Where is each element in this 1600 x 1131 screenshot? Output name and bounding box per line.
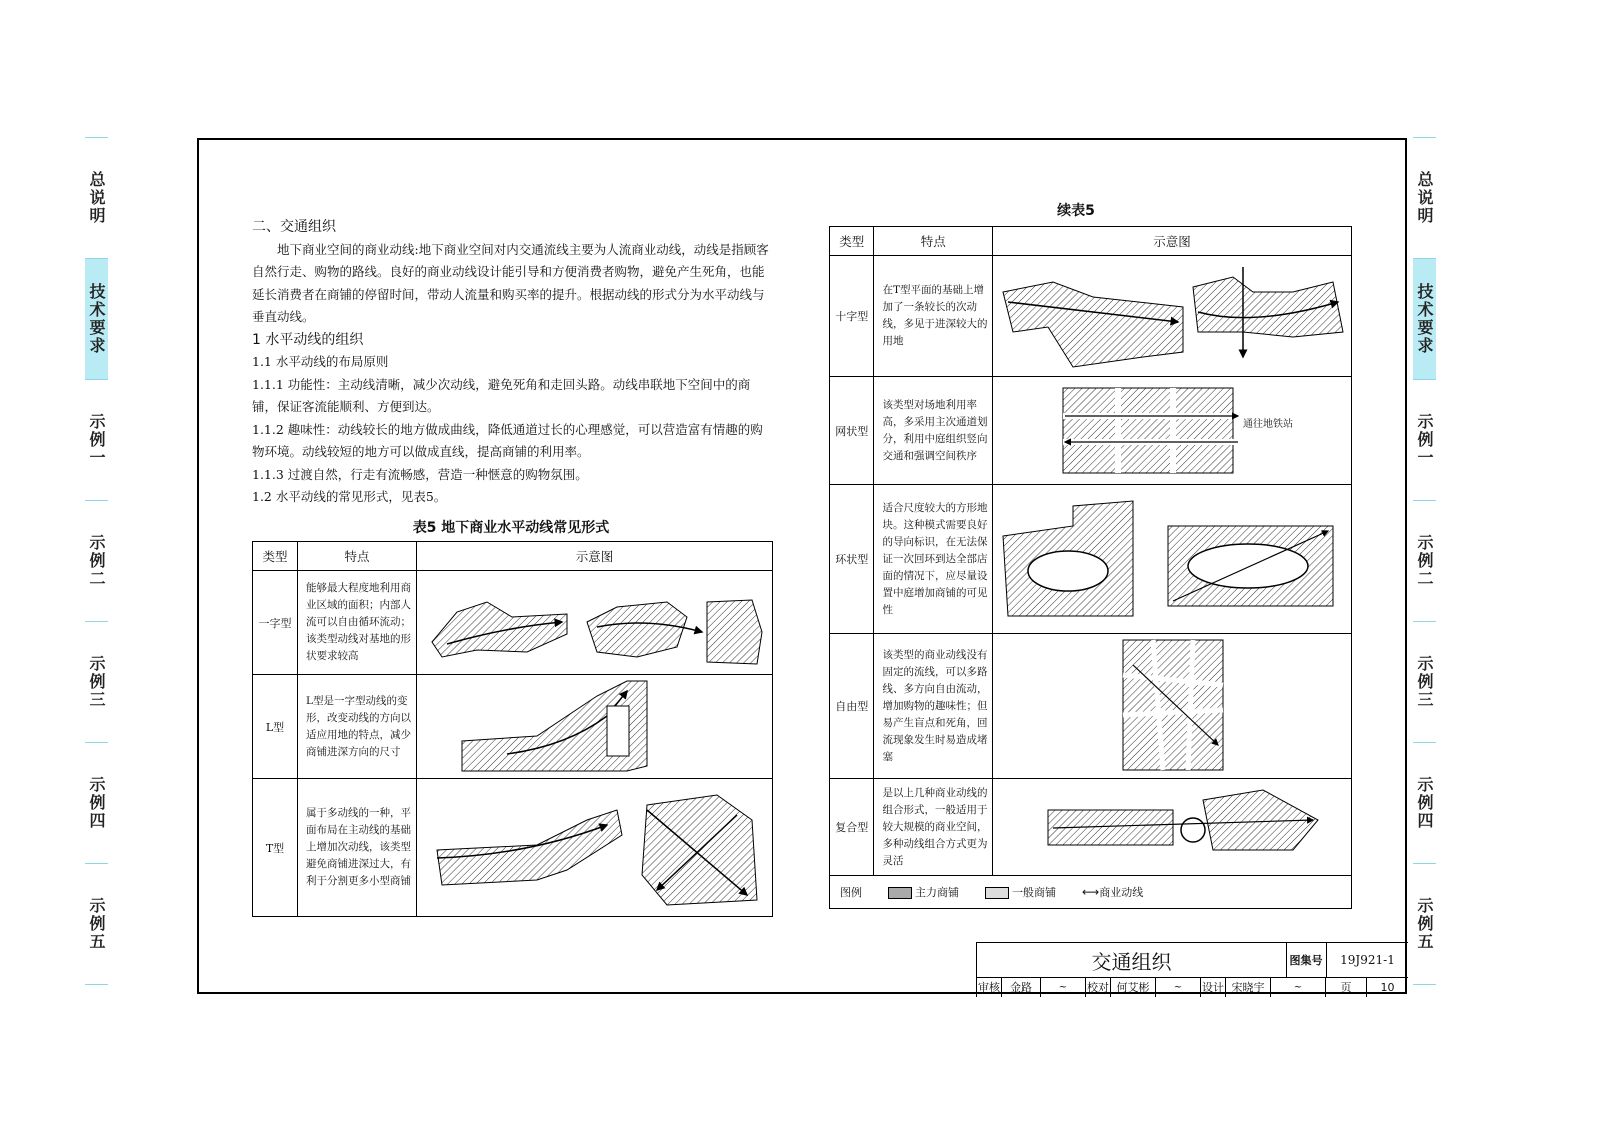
nav-tab-example-3[interactable]: 示例三 [85, 621, 108, 742]
legend-general-store [985, 884, 1056, 900]
review-name: 金路 [1002, 977, 1041, 997]
row-type: 十字型 [830, 256, 874, 377]
page-label: 页 [1326, 977, 1367, 997]
nav-tab-general[interactable]: 总说明 [1413, 137, 1436, 258]
table5-header-feature: 特点 [298, 542, 417, 571]
table5cont-title: 续表5 [1057, 203, 1095, 219]
table5-header-type: 类型 [253, 542, 298, 571]
table5-continued [829, 226, 1352, 909]
subheading-1: 1 水平动线的组织 [252, 331, 364, 348]
row-type: T型 [253, 779, 298, 917]
intro-paragraph: 地下商业空间的商业动线:地下商业空间对内交通流线主要为人流商业动线，动线是指顾客自然行走、购物的路线。良好的商业动线设计能引导和方便消费者购物，避免产生死角，也能延长消费者在商铺的停留时间，带动人流量和购买率的提升。根据动线的形式分为水平动线与垂直动线。 [252, 241, 769, 324]
nav-tab-example-5[interactable]: 示例五 [85, 863, 108, 985]
table5 [252, 541, 773, 917]
design-label: 设计 [1201, 977, 1226, 997]
table5-title: 表5 地下商业水平动线常见形式 [412, 520, 610, 536]
diagram-linear [417, 571, 773, 675]
check-signature: ~ [1156, 977, 1201, 997]
review-label: 审核 [977, 977, 1002, 997]
diagram-composite [993, 779, 1352, 876]
legend-row [830, 876, 1352, 909]
check-label: 校对 [1086, 977, 1111, 997]
row-feature: 能够最大程度地利用商业区域的面积；内部人流可以自由循环流动；该类型动线对基地的形状要求较高 [298, 571, 417, 675]
table5-header-diagram: 示意图 [417, 542, 773, 571]
general-store-swatch [985, 887, 1009, 899]
table-row [253, 675, 773, 779]
nav-tab-example-4[interactable]: 示例四 [85, 742, 108, 863]
table-header-type: 类型 [830, 227, 874, 256]
nav-tab-example-1[interactable]: 示例一 [85, 379, 108, 500]
table-header-feature: 特点 [874, 227, 993, 256]
legend-anchor-store-label: 主力商铺 [915, 886, 959, 899]
row-feature: 适合尺度较大的方形地块。这种模式需要良好的导向标识，在无法保证一次回环到达全部店面的情况下，应尽量设置中庭增加商铺的可见性 [874, 485, 993, 634]
diagram-l-shape [417, 675, 773, 779]
design-name: 宋晓宇 [1226, 977, 1271, 997]
title-block [976, 942, 1408, 997]
review-signature: ~ [1041, 977, 1086, 997]
diagram-cross [993, 256, 1352, 377]
clause-1-2: 1.2 水平动线的常见形式，见表5。 [252, 489, 447, 504]
legend [830, 876, 1351, 908]
nav-tab-technical[interactable]: 技术要求 [1413, 258, 1436, 379]
nav-tab-example-4[interactable]: 示例四 [1413, 742, 1436, 863]
table-row [830, 485, 1352, 634]
arrow-icon: ⟷ [1082, 885, 1100, 899]
atlas-number: 19J921-1 [1340, 953, 1395, 967]
legend-anchor-store [888, 884, 959, 900]
clause-1-1-2: 1.1.2 趣味性：动线较长的地方做成曲线，降低通道过长的心理感觉，可以营造富有情趣的购物环境。动线较短的地方可以做成直线，提高商铺的利用率。 [252, 421, 763, 459]
row-type: 环状型 [830, 485, 874, 634]
nav-tab-example-5[interactable]: 示例五 [1413, 863, 1436, 985]
diagram-free [993, 634, 1352, 779]
row-feature: 属于多动线的一种，平面布局在主动线的基础上增加次动线，该类型避免商铺进深过大，有利于分割更多小型商铺 [298, 779, 417, 917]
nav-tab-general[interactable]: 总说明 [85, 137, 108, 258]
table-row [830, 377, 1352, 485]
row-type: 一字型 [253, 571, 298, 675]
row-type: 复合型 [830, 779, 874, 876]
row-feature: L型是一字型动线的变形，改变动线的方向以适应用地的特点，减少商铺进深方向的尺寸 [298, 675, 417, 779]
body-text [252, 216, 770, 509]
clause-1-1-1: 1.1.1 功能性：主动线清晰，减少次动线，避免死角和走回头路。动线串联地下空间中的商铺，保证客流能顺利、方便到达。 [252, 376, 751, 414]
legend-circulation [1082, 884, 1143, 900]
legend-label: 图例 [840, 886, 862, 899]
row-feature: 该类型对场地利用率高，多采用主次通道划分，利用中庭组织竖向交通和强调空间秩序 [874, 377, 993, 485]
nav-tab-example-2[interactable]: 示例二 [1413, 500, 1436, 621]
subway-note: 通往地铁站 [1243, 419, 1293, 430]
row-feature: 是以上几种商业动线的组合形式，一般适用于较大规模的商业空间，多种动线组合方式更为灵活 [874, 779, 993, 876]
table-row [830, 634, 1352, 779]
table-row [830, 256, 1352, 377]
check-name: 何艾彬 [1111, 977, 1156, 997]
page-number: 10 [1380, 980, 1395, 994]
row-type: 自由型 [830, 634, 874, 779]
legend-general-store-label: 一般商铺 [1012, 886, 1056, 899]
design-signature: ~ [1271, 977, 1326, 997]
left-nav-tabs [85, 137, 192, 985]
table-row [830, 779, 1352, 876]
nav-tab-technical[interactable]: 技术要求 [85, 258, 108, 379]
row-type: L型 [253, 675, 298, 779]
table-header-diagram: 示意图 [993, 227, 1352, 256]
table-row [253, 571, 773, 675]
diagram-ring [993, 485, 1352, 634]
nav-tab-example-3[interactable]: 示例三 [1413, 621, 1436, 742]
section-heading: 二、交通组织 [252, 219, 336, 235]
anchor-store-swatch [888, 887, 912, 899]
right-nav-tabs [1413, 137, 1520, 985]
row-feature: 在T型平面的基础上增加了一条较长的次动线，多见于进深较大的用地 [874, 256, 993, 377]
row-feature: 该类型的商业动线没有固定的流线，可以多路线、多方向自由流动，增加购物的趣味性；但易产生盲点和死角，回流现象发生时易造成堵塞 [874, 634, 993, 779]
clause-1-1-3: 1.1.3 过渡自然，行走有流畅感，营造一种惬意的购物氛围。 [252, 466, 588, 482]
diagram-t-shape [417, 779, 773, 917]
diagram-grid [993, 377, 1352, 485]
drawing-title: 交通组织 [977, 943, 1287, 977]
nav-tab-example-1[interactable]: 示例一 [1413, 379, 1436, 500]
nav-tab-example-2[interactable]: 示例二 [85, 500, 108, 621]
table-row [253, 779, 773, 917]
row-type: 网状型 [830, 377, 874, 485]
legend-circulation-label: 商业动线 [1099, 886, 1144, 899]
atlas-label: 图集号 [1286, 943, 1327, 977]
subheading-1-1: 1.1 水平动线的布局原则 [252, 354, 389, 369]
